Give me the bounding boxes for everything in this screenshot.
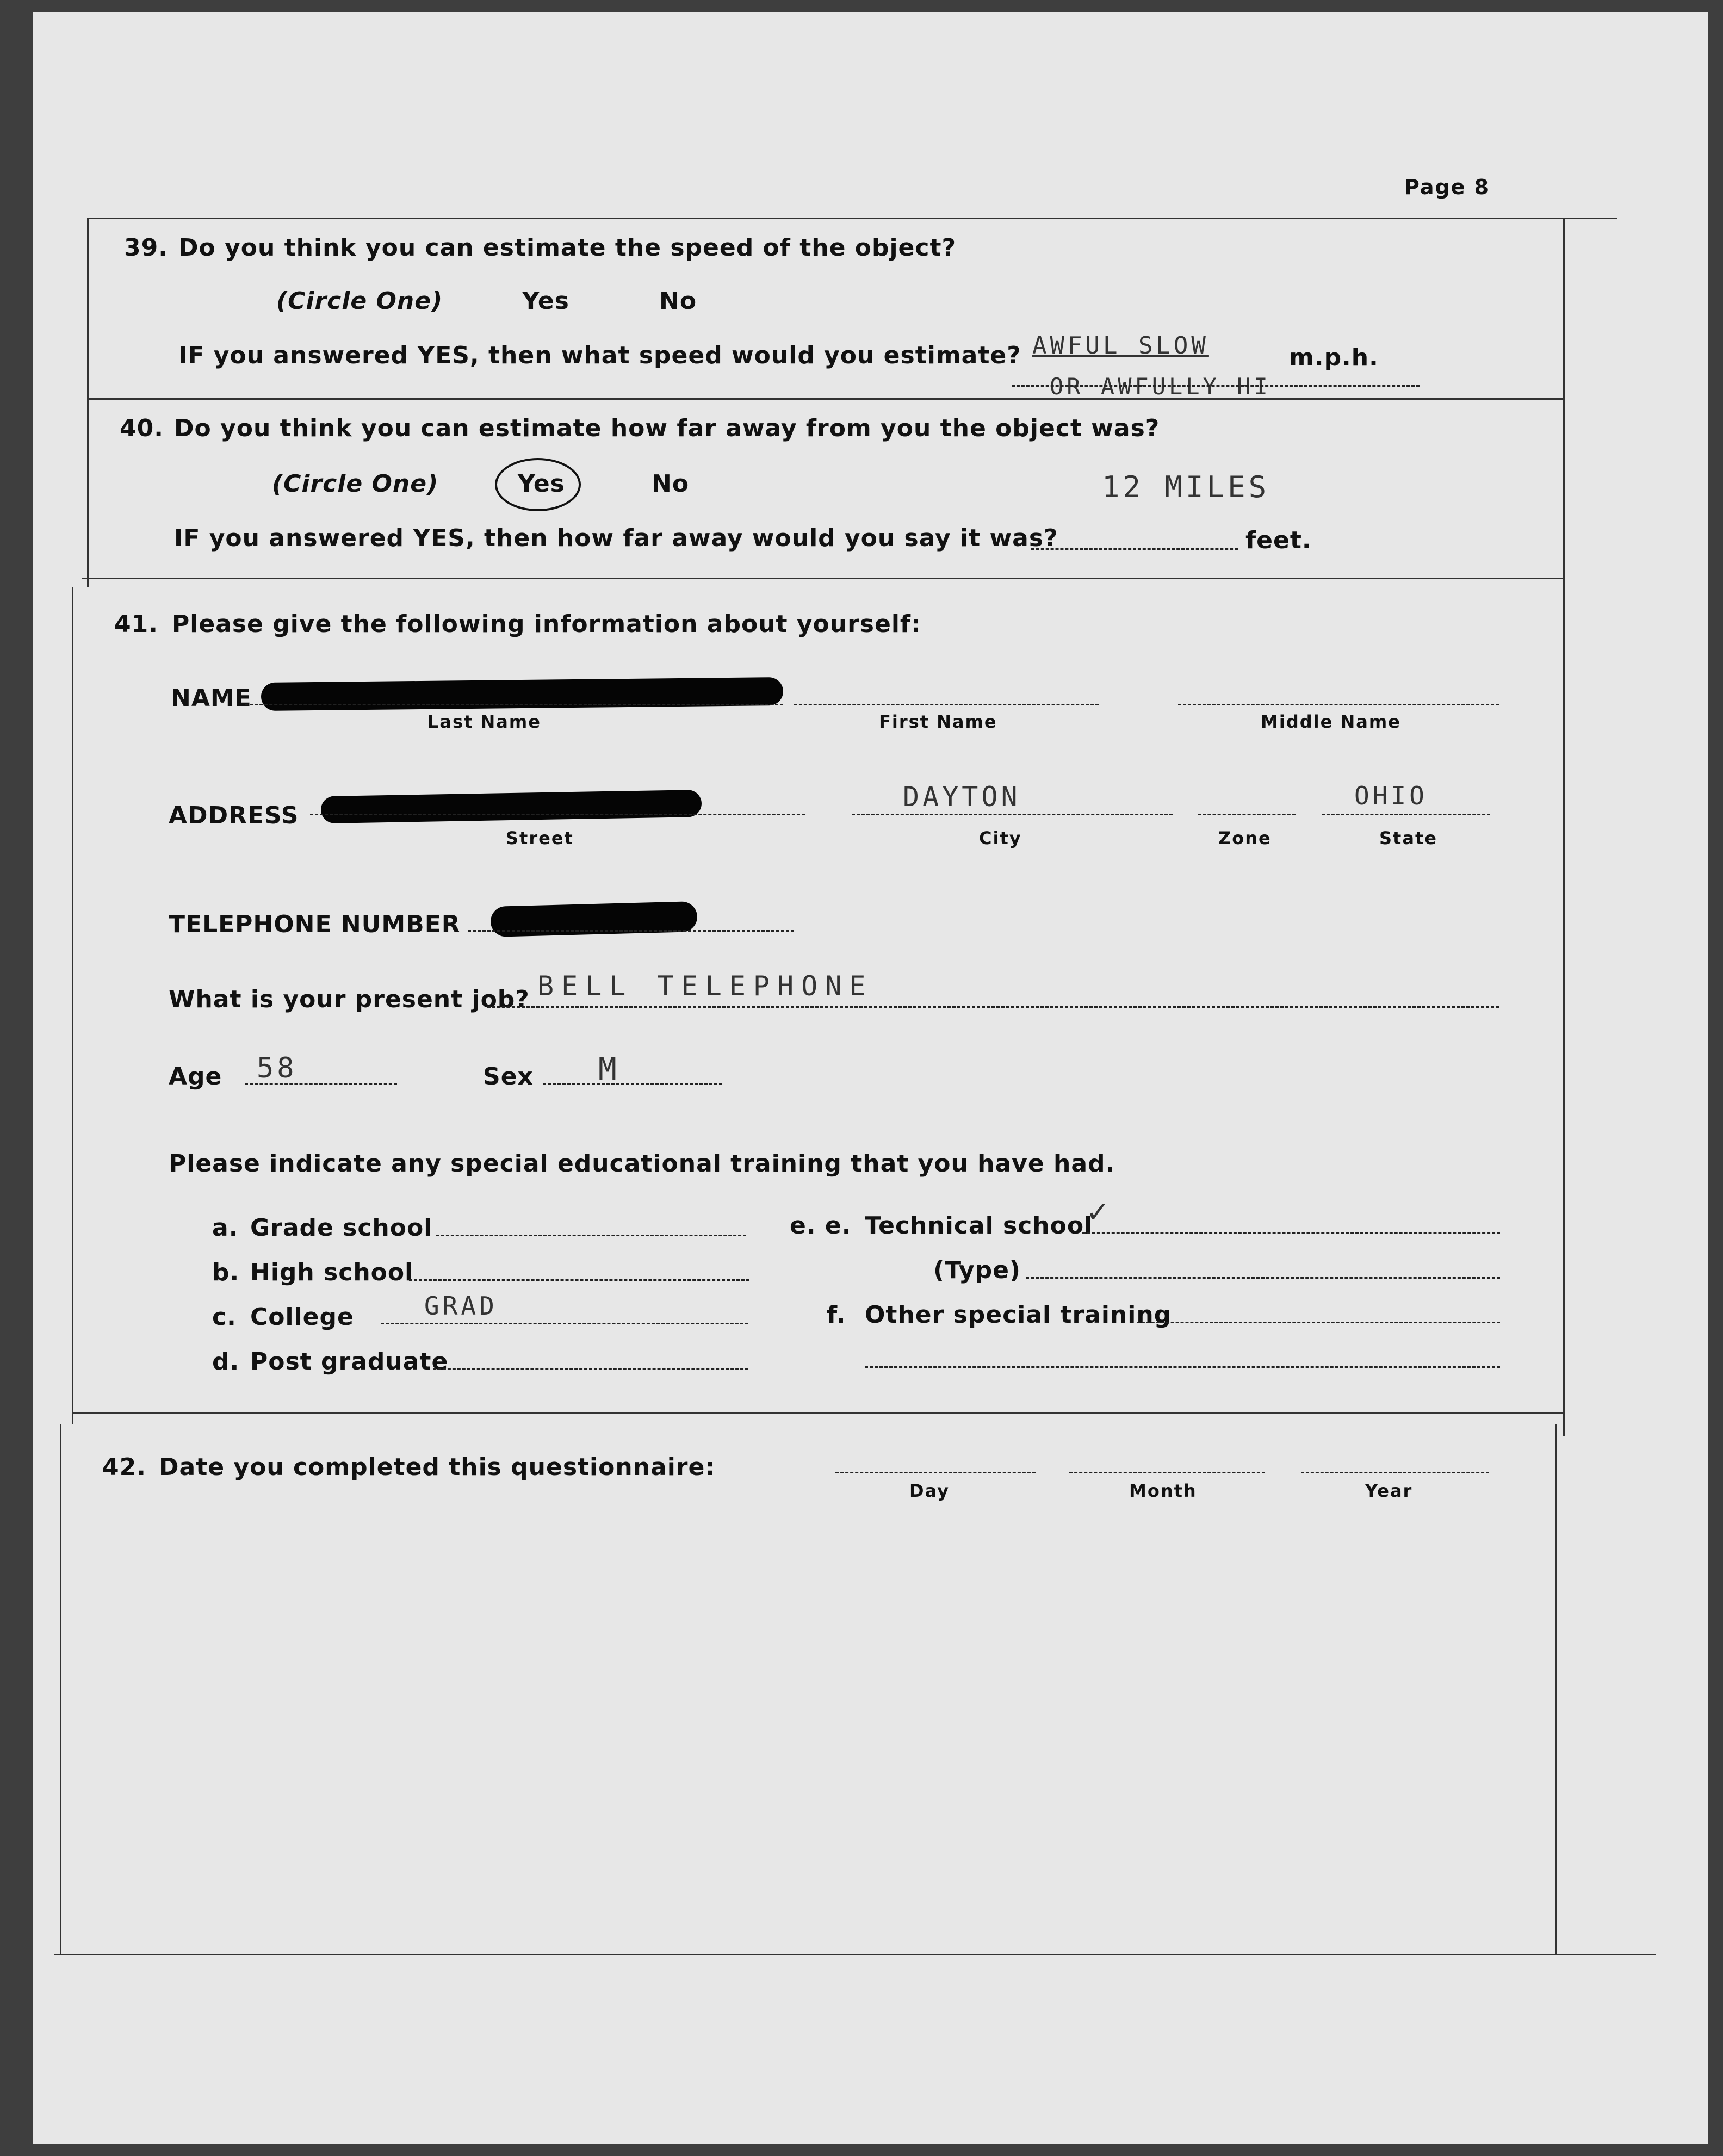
- job-value: BELL TELEPHONE: [537, 970, 873, 1002]
- month-caption: Month: [1129, 1480, 1197, 1501]
- last-name-caption: Last Name: [427, 711, 541, 732]
- state-caption: State: [1379, 828, 1437, 848]
- q39-speed-answer-line1[interactable]: AWFUL SLOW: [1032, 332, 1209, 360]
- q42-number: 42.: [102, 1453, 146, 1481]
- post-graduate-line[interactable]: [433, 1368, 748, 1370]
- frame-right-bottom: [1555, 1424, 1557, 1954]
- q39-circle-one: (Circle One): [276, 287, 443, 315]
- telephone-label: TELEPHONE NUMBER: [169, 910, 461, 938]
- technical-school-label: Technical school: [865, 1212, 1093, 1240]
- age-line[interactable]: [245, 1083, 397, 1085]
- grade-school-label: Grade school: [250, 1214, 433, 1242]
- day-line[interactable]: [835, 1472, 1036, 1473]
- page-label: Page 8: [1404, 175, 1490, 199]
- q40-circle-one: (Circle One): [272, 470, 439, 498]
- q40-unit: feet.: [1245, 526, 1312, 554]
- state-line[interactable]: [1322, 814, 1490, 815]
- q41-number: 41.: [114, 610, 158, 638]
- frame-top: [87, 218, 1617, 219]
- form-page: [33, 12, 1708, 2144]
- q39-question: Do you think you can estimate the speed of the object?: [178, 234, 957, 262]
- zone-caption: Zone: [1218, 828, 1272, 848]
- post-graduate-label: Post graduate: [250, 1348, 449, 1376]
- middle-name-caption: Middle Name: [1261, 711, 1401, 732]
- q40-question: Do you think you can estimate how far away from you the object was?: [174, 414, 1160, 442]
- edu-a-letter: a.: [212, 1214, 239, 1242]
- street-line[interactable]: [310, 814, 805, 815]
- education-prompt: Please indicate any special educational training that you have had.: [169, 1150, 1115, 1178]
- q40-yes-option[interactable]: Yes: [518, 470, 565, 498]
- frame-bottom: [54, 1954, 1656, 1955]
- q40-distance-line: [1031, 548, 1238, 550]
- redacted-name: [261, 677, 783, 711]
- divider-41-42: [72, 1412, 1563, 1414]
- high-school-label: High school: [250, 1259, 414, 1286]
- city-value: DAYTON: [903, 781, 1021, 813]
- first-name-line[interactable]: [794, 704, 1099, 705]
- divider-40-41: [82, 578, 1563, 579]
- address-label: ADDRESS: [169, 802, 299, 829]
- first-name-caption: First Name: [879, 711, 997, 732]
- q39-followup: IF you answered YES, then what speed would you estimate?: [178, 342, 1021, 369]
- q39-number: 39.: [124, 234, 168, 262]
- last-name-line[interactable]: [245, 704, 783, 705]
- type-line[interactable]: [1026, 1277, 1500, 1279]
- frame-right: [1563, 218, 1565, 1436]
- redacted-telephone: [490, 901, 697, 937]
- other-training-line-2[interactable]: [865, 1366, 1500, 1368]
- edu-f-letter: f.: [827, 1301, 846, 1329]
- q40-distance-answer[interactable]: 12 MILES: [1102, 470, 1270, 504]
- q41-prompt: Please give the following information about yourself:: [172, 610, 921, 638]
- q39-speed-answer-line2: OR AWFULLY HI: [1050, 373, 1271, 400]
- middle-name-line[interactable]: [1178, 704, 1499, 705]
- city-caption: City: [979, 828, 1022, 848]
- technical-school-line[interactable]: [1082, 1232, 1500, 1234]
- q40-no-option[interactable]: No: [652, 470, 690, 498]
- age-value: 58: [257, 1052, 298, 1085]
- job-line[interactable]: [487, 1006, 1499, 1008]
- age-label: Age: [169, 1063, 222, 1091]
- year-line[interactable]: [1301, 1472, 1489, 1473]
- q40-number: 40.: [120, 414, 164, 442]
- edu-c-letter: c.: [212, 1303, 237, 1331]
- q39-yes-option[interactable]: Yes: [522, 287, 569, 315]
- divider-39-40: [87, 398, 1563, 400]
- sex-label: Sex: [483, 1063, 534, 1091]
- frame-left-lower: [72, 587, 73, 1424]
- other-training-line[interactable]: [1137, 1322, 1500, 1323]
- technical-school-check: ✓: [1088, 1192, 1111, 1230]
- year-caption: Year: [1365, 1480, 1413, 1501]
- city-line[interactable]: [852, 814, 1173, 815]
- edu-d-letter: d.: [212, 1348, 240, 1376]
- job-label: What is your present job?: [169, 986, 530, 1013]
- college-label: College: [250, 1303, 354, 1331]
- edu-b-letter: b.: [212, 1259, 240, 1286]
- sex-value: M: [598, 1052, 620, 1087]
- q39-speed-line: [1012, 385, 1420, 387]
- type-label: (Type): [933, 1256, 1021, 1284]
- edu-e-letter: e. e.: [790, 1212, 852, 1240]
- q42-question: Date you completed this questionnaire:: [159, 1453, 715, 1481]
- redacted-street: [321, 790, 702, 823]
- grade-school-line[interactable]: [436, 1235, 746, 1236]
- sex-line[interactable]: [543, 1083, 722, 1085]
- college-value: GRAD: [424, 1291, 498, 1321]
- state-value: OHIO: [1354, 781, 1428, 810]
- frame-left-upper: [87, 218, 89, 587]
- month-line[interactable]: [1069, 1472, 1265, 1473]
- q39-unit: m.p.h.: [1289, 344, 1379, 371]
- other-training-label: Other special training: [865, 1301, 1172, 1329]
- telephone-line[interactable]: [468, 930, 794, 932]
- q39-no-option[interactable]: No: [659, 287, 697, 315]
- day-caption: Day: [909, 1480, 950, 1501]
- college-line[interactable]: [381, 1323, 748, 1324]
- street-caption: Street: [506, 828, 574, 848]
- frame-left-bottom: [60, 1424, 61, 1954]
- name-label: NAME: [171, 684, 252, 712]
- q40-followup: IF you answered YES, then how far away would you say it was?: [174, 524, 1058, 552]
- high-school-line[interactable]: [409, 1279, 749, 1281]
- zone-line[interactable]: [1198, 814, 1296, 815]
